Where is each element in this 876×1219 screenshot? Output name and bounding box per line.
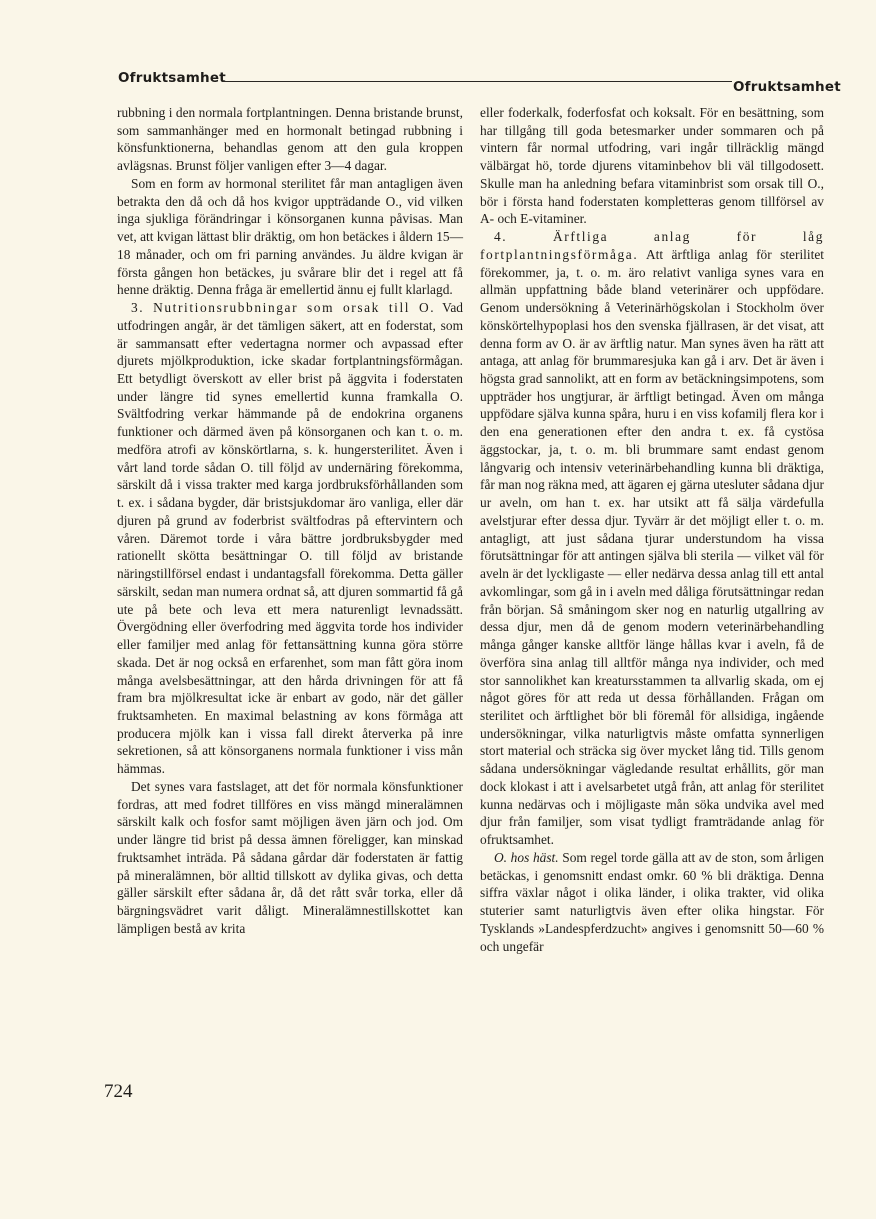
left-paragraph-2: Som en form av hormonal sterilitet får man antagligen även betrakta den då och då hos kvigor uppträdande O., vid vilken inga sjukliga förändringar i könsorganen kunna påvisas. Man vet, att kvigan lättast blir dräktig, om hon betäckes i åldern 15—18 månader, och om fri parning användes. Ju äldre kvigan är första gången hon betäckes, ju svårare blir det i regel att få henne dräktig. Denna fråga är emellertid ännu ej fullt klarlagd. xyxy=(117,175,463,298)
section-4-heading: 4. Ärftliga anlag för låg fortplantningsförmåga. xyxy=(480,229,824,262)
running-header-right: Ofruktsamhet xyxy=(733,79,841,95)
page-number: 724 xyxy=(104,1081,133,1102)
horse-section-body: Som regel torde gälla att av de ston, som årligen betäckas, i genomsnitt endast omkr. 60 % bli dräktiga. Denna siffra växlar något i olika länder, i olika trakter, vid olika stuterier samt naturligtvis även efter olika hingstar. För Tysklands »Landespferdzucht» angives i genomsnitt 50—60 % och ungefär xyxy=(480,849,824,954)
section-3-body: Vad utfodringen angår, är det tämligen säkert, att en foderstat, som är sammansatt efter vedertagna normer och avpassad efter djurets mjölkproduktion, icke skadar fortplantningsförmågan. Ett betydligt överskott av eller brist på äggvita i foderstaten under längre tid synes emellertid kunna framkalla O. Svältfodring verkar hämmande på de endokrina organens funktioner och därmed även på könsorganen och kan t. o. m. medföra atrofi av könskörtlarna, s. k. hungersterilitet. Även i vårt land torde sådan O. till följd av undernäring förekomma, särskilt då i vissa trakter med karga jordbruksförhållanden som t. ex. i sådana bygder, där bristsjukdomar äro vanliga, eller där djuren på grund av foderbrist svältfodras på eftervintern och våren. Däremot torde i våra bättre jordbruksbygder med rationellt skötta besättningar O. till följd av bristande näringstillförsel endast i undantagsfall förekomma. Detta gäller särskilt, sedan man numera ordnat så, att djuren sommartid få gå ute på bete och leva ett mera naturenligt levnadssätt. Övergödning eller överfodring med äggvita torde hos individer eller familjer med anlag för fettansättning kunna göra större skada. Det är nog också en erfarenhet, som man fått göra inom många avelsbesättningar, att den hårda drivningen för att få fram bra mjölkresultat icke är enbart av godo, när det gäller fruktsamheten. En maximal belastning av kons förmåga att producera mjölk kan i vissa fall direkt återverka på inre sekretionen, så att könsorganens normala funktioner i viss mån hämmas. xyxy=(117,300,463,777)
left-paragraph-3 xyxy=(117,299,463,778)
section-4-body: Att ärftliga anlag för sterilitet förekommer, ja, t. o. m. äro relativt vanliga synes vara en allmän uppfattning både bland veterinärer och uppfödare. Genom undersökning å Veterinärhögskolan i Stockholm över könskörtelhypoplasi hos den svenska fjällrasen, är det visat, att denna form av O. är av ärftlig natur. Man synes även ha rätt att antaga, att anlag för brummaresjuka kan gå i arv. Det är även i högsta grad sannolikt, att en form av betäckningsimpotens, som uppträder hos ungtjurar, är ärftligt betingad. Även om många uppfödare själva kunna spåra, huru i en viss kofamilj flera kor i den ena generationen efter den andra t. ex. få cystösa äggstockar, ja, t. o. m. bli brummare samt endast genom långvarig och intensiv veterinärbehandling kunna bli dräktiga, får man nog räkna med, att ägaren ej gärna utesluter sådana djur ur aveln, om han t. ex. har utsikt att få sälja värdefulla avelstjurar efter dessa djur. Tyvärr är det möjligt eller t. o. m. antagligt, att just sådana tjurar understundom ha vissa förutsättningar för att antingen själva bli sterila — vilket väl för aveln är det lyckligaste — eller nedärva dessa anlag till ett antal avkomlingar, som gå in i aveln med dåliga förutsättningar redan från början. Så småningom sker nog en naturlig utgallring av dessa djur, men då de genom modern veterinärbehandling många gånger kanske alltför länge hållas kvar i aveln, få de överföra sina anlag till alltför många nya individer, och med stor sannolikhet kan kreatursstammen ta allvarlig skada, om ej något göres för att reda ut dessa förhållanden. Frågan om sterilitet och ärftlighet bör bli föremål för allsidiga, ingående undersökningar, vilka naturligtvis måste omfatta synnerligen stort material och sträcka sig över mycket lång tid. Tills genom sådana undersökningar vägledande resultat erhållits, gör man dock klokast i att i avelsarbetet utgå från, att anlag för sterilitet kunna nedärvas och i möjligaste mån söka undvika avel med djur från familjer, som visat tydligt framträdande anlag för ofruktsamhet. xyxy=(480,246,824,848)
header-rule xyxy=(222,81,732,82)
right-column xyxy=(480,104,824,955)
right-paragraph-3 xyxy=(480,849,824,955)
horse-section-heading: O. hos häst. xyxy=(494,849,559,865)
right-paragraph-1: eller foderkalk, foderfosfat och koksalt. För en besättning, som har tillgång till goda betesmarker under sommaren och på vintern får normal utfodring, vari ingår tillräcklig mängd välbärgat hö, torde djurens vitaminbehov bli väl tillgodosett. Skulle man ha anledning befara vitaminbrist som orsak till O., bör i första hand foderstaten kompletteras genom tillförsel av A- och E-vitaminer. xyxy=(480,105,824,227)
section-3-heading: 3. Nutritionsrubbningar som orsak till O. xyxy=(131,300,436,316)
left-paragraph-4: Det synes vara fastslaget, att det för normala könsfunktioner fordras, att med fodret tillföres en viss mängd mineralämnen särskilt kalk och fosfor samt möjligen även järn och jod. Om under längre tid brist på dessa ämnen föreligger, kan minskad fruktsamhet inträda. På sådana gårdar där foderstaten är fattig på mineralämnen, bör alltid tillskott av dylika givas, och detta gäller särskilt efter sådana år, då det rått svår torka, eller då bärgningsvädret varit dåligt. Mineralämnestillskottet kan lämpligen bestå av krita xyxy=(117,778,463,936)
running-header-left: Ofruktsamhet xyxy=(118,70,226,86)
left-paragraph-1: rubbning i den normala fortplantningen. Denna bristande brunst, som sammanhänger med en hormonalt betingad rubbning i könsfunktionerna, behandlas genom att den gula kroppen avlägsnas. Brunst följer vanligen efter 3—4 dagar. xyxy=(117,105,463,174)
right-paragraph-2 xyxy=(480,228,824,849)
left-column xyxy=(117,104,463,938)
